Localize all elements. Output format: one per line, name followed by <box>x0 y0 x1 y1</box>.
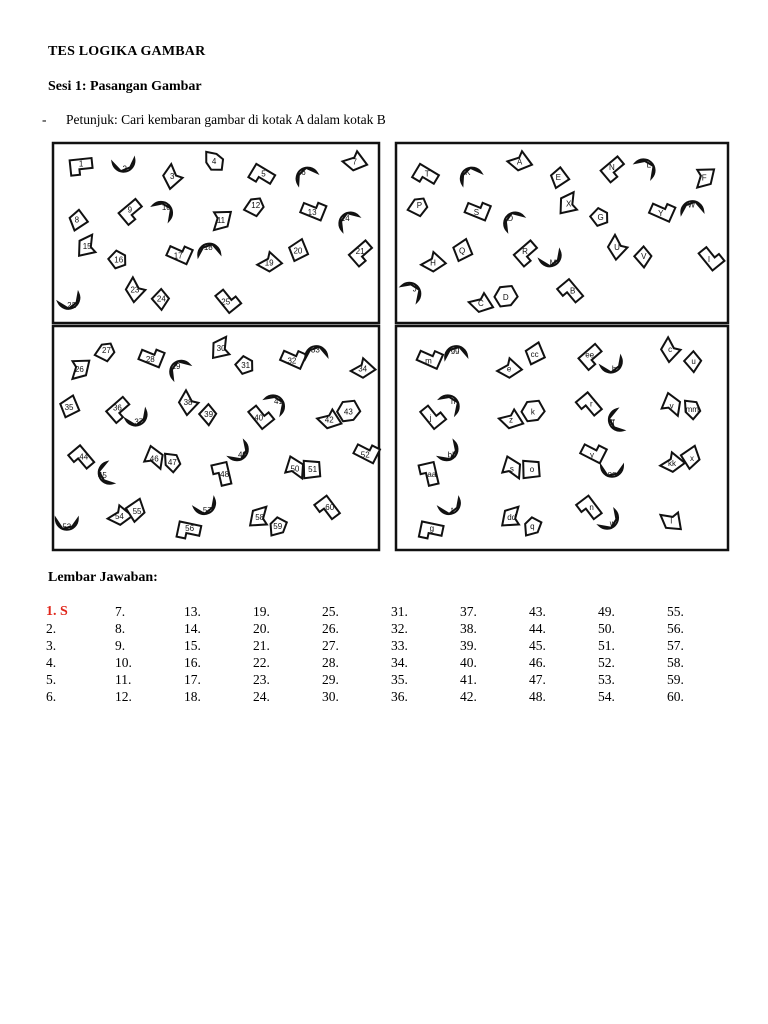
answer-cell: 8. <box>115 621 126 636</box>
answer-row <box>46 654 746 671</box>
answer-cell: 16. <box>184 655 201 670</box>
shape-label: 25 <box>221 297 231 307</box>
shape-label: 29 <box>171 362 181 372</box>
shape-label: 46 <box>149 454 159 464</box>
shape-label: 10 <box>161 203 171 213</box>
answer-cell: 1. S <box>46 604 68 619</box>
answer-cell: 36. <box>391 689 408 704</box>
answer-cell: 53. <box>598 672 615 687</box>
instruction-dash: - <box>42 112 47 127</box>
shape-label: 41 <box>274 396 283 406</box>
shape-label: q <box>530 521 535 531</box>
shape-label: 45 <box>97 471 107 481</box>
shape-label: 37 <box>134 417 144 427</box>
answer-cell: 45. <box>529 638 546 653</box>
shape-label: 28 <box>145 355 155 365</box>
shape-label: 39 <box>204 409 214 419</box>
shape-label: 22 <box>67 300 77 310</box>
shape-label: 4 <box>211 156 217 166</box>
answer-row <box>46 671 746 688</box>
shape-label: 23 <box>130 285 140 295</box>
answer-cell: 9. <box>115 638 126 653</box>
shape-label: 8 <box>74 215 80 225</box>
shape-label: 38 <box>183 398 193 408</box>
instruction-line <box>42 112 386 128</box>
shape-label: E <box>555 172 561 182</box>
shape-label: 59 <box>273 521 283 531</box>
shape-label: c <box>668 345 673 355</box>
answer-cell: 13. <box>184 604 201 619</box>
shape-label: aa <box>427 469 437 479</box>
answer-row <box>46 603 746 620</box>
answer-cell: 42. <box>460 689 477 704</box>
shape-label: 24 <box>156 294 166 304</box>
shape-label: 34 <box>358 364 368 374</box>
shape-label: 31 <box>241 361 251 371</box>
answer-cell: 7. <box>115 604 126 619</box>
shape-label: H <box>430 258 436 268</box>
shape-label: 51 <box>308 465 318 475</box>
shape-label: 9 <box>127 205 133 215</box>
shape-label: V <box>641 252 647 262</box>
answer-grid <box>46 603 746 705</box>
shape-label: 20 <box>293 246 303 256</box>
answer-cell: 40. <box>460 655 477 670</box>
shape-label: S <box>473 208 480 218</box>
answer-row <box>46 688 746 705</box>
shape-label: 57 <box>202 506 212 516</box>
answer-row <box>46 620 746 637</box>
shape-label: 19 <box>264 258 274 268</box>
shape-label: P <box>416 201 423 211</box>
shape-label: w <box>609 519 616 529</box>
shape-label: 58 <box>255 512 265 522</box>
answer-cell: 22. <box>253 655 270 670</box>
shape-label: j <box>429 413 432 423</box>
shape-label: m <box>425 356 432 366</box>
shape-label: 55 <box>132 506 142 516</box>
answer-cell: 56. <box>667 621 684 636</box>
answer-cell: 37. <box>460 604 477 619</box>
answer-cell: 19. <box>253 604 270 619</box>
shape-label: X <box>566 199 572 209</box>
answer-cell: 41. <box>460 672 477 687</box>
answer-cell: 48. <box>529 689 546 704</box>
shape-label: 60 <box>325 503 335 513</box>
answer-cell: 20. <box>253 621 270 636</box>
answer-cell: 23. <box>253 672 270 687</box>
shape-label: 27 <box>102 346 111 356</box>
answer-row <box>46 637 746 654</box>
shape-label: C <box>477 299 484 309</box>
answer-cell: 47. <box>529 672 546 687</box>
shape-label: U <box>614 242 620 252</box>
shape-label: T <box>424 169 430 179</box>
answer-cell: 26. <box>322 621 339 636</box>
shape-label: ee <box>585 350 595 360</box>
shape-label: 26 <box>74 364 84 374</box>
shape-label: Q <box>459 246 466 256</box>
shape-label: F <box>701 173 707 183</box>
answer-cell: 43. <box>529 604 546 619</box>
answer-cell: 60. <box>667 689 684 704</box>
shape-label: 44 <box>79 452 89 462</box>
shape-label: M <box>549 258 557 268</box>
answer-cell: 21. <box>253 638 270 653</box>
answer-cell: 44. <box>529 621 546 636</box>
answer-cell: 10. <box>115 655 132 670</box>
answer-cell: 34. <box>391 655 408 670</box>
shape-label: r <box>590 399 593 409</box>
answer-cell: 15. <box>184 638 201 653</box>
shape-label: gg <box>450 345 460 355</box>
answer-cell: 32. <box>391 621 408 636</box>
document-title: TES LOGIKA GAMBAR <box>48 44 206 59</box>
shape-label: B <box>570 286 576 296</box>
shape-label: 53 <box>62 522 72 532</box>
answer-cell: 28. <box>322 655 339 670</box>
answer-cell: 39. <box>460 638 477 653</box>
answer-cell: 29. <box>322 672 339 687</box>
shape-label: 33 <box>310 345 320 355</box>
shape-label: R <box>522 246 528 256</box>
shape-label: 3 <box>170 172 175 182</box>
answer-cell: 52. <box>598 655 615 670</box>
shape-label: 11 <box>216 216 226 226</box>
shape-label: t <box>451 506 454 516</box>
answer-cell: 58. <box>667 655 684 670</box>
answer-cell: 17. <box>184 672 201 687</box>
shape-label: 1 <box>78 159 84 169</box>
shape-label: k <box>530 407 535 417</box>
shape-label: 49 <box>237 450 247 460</box>
shape-label: b <box>611 364 617 374</box>
answer-cell: 4. <box>46 655 57 670</box>
shape-label: G <box>597 213 604 223</box>
answer-cell: 11. <box>115 672 132 687</box>
shape-label: e <box>506 364 512 374</box>
shape-label: 48 <box>220 469 230 479</box>
shape-label: L <box>646 160 652 170</box>
answer-cell: 31. <box>391 604 408 619</box>
shape-label: 12 <box>251 201 261 211</box>
instruction-text: Petunjuk: Cari kembaran gambar di kotak A dalam kotak B <box>66 112 386 127</box>
shape-label: I <box>707 255 711 265</box>
answer-cell: 27. <box>322 638 339 653</box>
shape-label: n <box>589 503 594 513</box>
shape-label: N <box>609 162 615 172</box>
answer-cell: 14. <box>184 621 201 636</box>
shape-label: 36 <box>112 403 122 413</box>
shape-label: dd <box>507 512 517 522</box>
shape-label: 21 <box>355 246 365 256</box>
shape-label: A <box>516 157 523 167</box>
answer-cell: 50. <box>598 621 615 636</box>
shape-label: z <box>509 415 514 425</box>
shape-label: J <box>412 284 417 294</box>
shape-label: D <box>502 292 509 302</box>
shape-label: 47 <box>167 458 177 468</box>
shape-label: K <box>465 168 471 178</box>
shape-label: 15 <box>82 241 92 251</box>
shape-label: 16 <box>114 255 124 265</box>
shape-label: 43 <box>343 407 353 417</box>
shape-label: 32 <box>287 356 297 366</box>
shape-label: 14 <box>340 213 350 223</box>
answer-cell: 24. <box>253 689 270 704</box>
answer-cell: 5. <box>46 672 57 687</box>
shape-label: 40 <box>254 413 264 423</box>
answer-cell: 49. <box>598 604 615 619</box>
shape-label: g <box>429 524 435 534</box>
answer-cell: 2. <box>46 621 57 636</box>
shape-label: Y <box>658 209 664 219</box>
answer-cell: 33. <box>391 638 408 653</box>
shape-label: 56 <box>185 524 195 534</box>
answer-sheet-title: Lembar Jawaban: <box>48 570 158 585</box>
shape-label: 18 <box>203 243 213 253</box>
shape-label: s <box>509 464 514 474</box>
shape-label: o <box>529 465 535 475</box>
shape-label: h <box>450 396 456 406</box>
shape-label: 54 <box>114 511 124 521</box>
shape-label: ff <box>610 418 615 428</box>
shape-label: mm <box>685 405 699 415</box>
shape-label: 5 <box>261 169 266 179</box>
shape-label: O <box>506 213 514 223</box>
puzzle-figure <box>50 140 730 552</box>
shape-label: cc <box>530 349 539 359</box>
answer-cell: 55. <box>667 604 684 619</box>
shape-label: 7 <box>352 157 357 167</box>
shape-label: 52 <box>360 450 370 460</box>
answer-cell: 38. <box>460 621 477 636</box>
answer-cell: 35. <box>391 672 408 687</box>
shape-label: bb <box>447 450 457 460</box>
answer-cell: 57. <box>667 638 684 653</box>
answer-cell: 46. <box>529 655 546 670</box>
answer-cell: 51. <box>598 638 615 653</box>
shape-label: v <box>669 401 674 411</box>
shape-label: 6 <box>301 168 306 178</box>
answer-cell: 6. <box>46 689 57 704</box>
shape-label: kk <box>667 458 676 468</box>
session-heading: Sesi 1: Pasangan Gambar <box>48 79 202 94</box>
shape-label: 30 <box>216 343 226 353</box>
shape-label: W <box>687 200 696 210</box>
shape-label: l <box>670 516 673 526</box>
answer-cell: 12. <box>115 689 132 704</box>
answer-cell: 3. <box>46 638 57 653</box>
shape-label: oo <box>607 469 617 479</box>
shape-label: 13 <box>307 208 317 218</box>
shape-label: x <box>690 453 695 463</box>
answer-cell: 54. <box>598 689 615 704</box>
shape-label: 2 <box>122 164 128 174</box>
answer-cell: 25. <box>322 604 339 619</box>
shape-label: 42 <box>324 415 334 425</box>
answer-cell: 59. <box>667 672 684 687</box>
shape-label: u <box>691 356 696 366</box>
answer-cell: 30. <box>322 689 339 704</box>
shape-label: y <box>589 450 594 460</box>
answer-cell: 18. <box>184 689 201 704</box>
shape-label: 35 <box>64 402 74 412</box>
shape-label: 50 <box>290 464 300 474</box>
shape-label: 17 <box>173 251 183 261</box>
